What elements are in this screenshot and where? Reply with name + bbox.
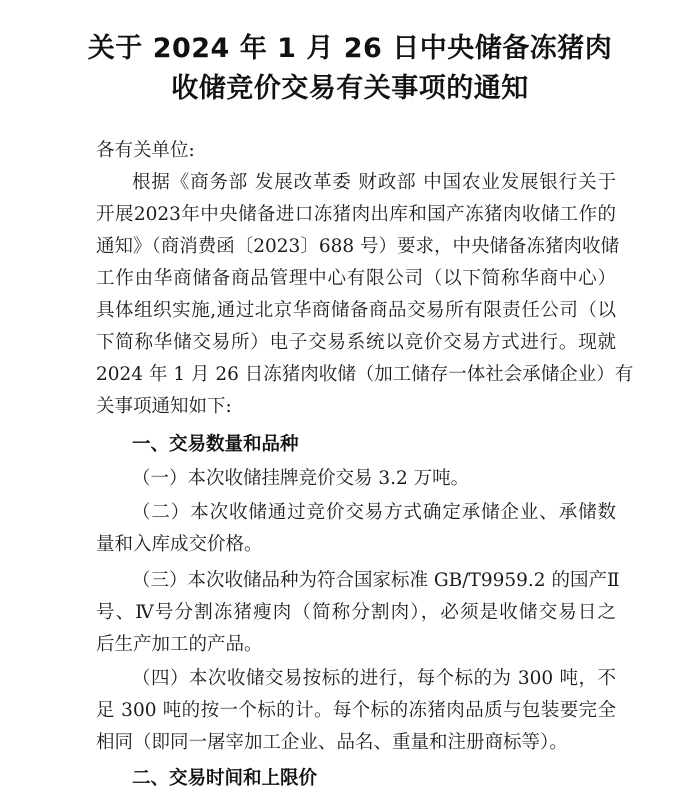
section-1-heading: 一、交易数量和品种 <box>132 434 299 455</box>
section-1-item-3-line: 号、Ⅳ号分割冻猪瘦肉（简称分割肉），必须是收储交易日之 <box>96 602 616 623</box>
salutation: 各有关单位: <box>96 140 195 161</box>
intro-line: 开展2023年中央储备进口冻猪肉出库和国产冻猪肉收储工作的 <box>96 204 616 225</box>
document-title-line-1: 关于 2024 年 1 月 26 日中央储备冻猪肉 <box>87 33 613 64</box>
section-1-item-4-line: （四）本次收储交易按标的进行，每个标的为 300 吨，不 <box>132 668 616 689</box>
section-1-item-3-line: （三）本次收储品种为符合国家标准 GB/T9959.2 的国产Ⅱ <box>132 570 620 591</box>
intro-line: 下简称华储交易所）电子交易系统以竞价交易方式进行。现就 <box>96 332 616 353</box>
section-1-item-4-line: 足 300 吨的按一个标的计。每个标的冻猪肉品质与包装要完全 <box>96 700 616 721</box>
intro-line: 具体组织实施,通过北京华商储备商品交易所有限责任公司（以 <box>96 300 616 321</box>
intro-line: 工作由华商储备商品管理中心有限公司（以下简称华商中心） <box>96 268 616 289</box>
section-2-heading: 二、交易时间和上限价 <box>132 768 318 789</box>
intro-line: 关事项通知如下: <box>96 396 232 417</box>
intro-line: 根据《商务部 发展改革委 财政部 中国农业发展银行关于 <box>132 172 616 193</box>
section-1-item-4-line: 相同（即同一屠宰加工企业、品名、重量和注册商标等）。 <box>96 732 568 753</box>
section-1-item-2-line: 量和入库成交价格。 <box>96 534 263 555</box>
section-1-item-1: （一）本次收储挂牌竞价交易 3.2 万吨。 <box>132 468 470 489</box>
section-1-item-2-line: （二）本次收储通过竞价交易方式确定承储企业、承储数 <box>132 502 616 523</box>
document-title-line-2: 收储竞价交易有关事项的通知 <box>171 73 529 104</box>
intro-line: 通知》（商消费函〔2023〕688 号）要求，中央储备冻猪肉收储 <box>96 236 620 257</box>
intro-line: 2024 年 1 月 26 日冻猪肉收储（加工储存一体社会承储企业）有 <box>96 364 634 385</box>
section-1-item-3-line: 后生产加工的产品。 <box>96 634 263 655</box>
